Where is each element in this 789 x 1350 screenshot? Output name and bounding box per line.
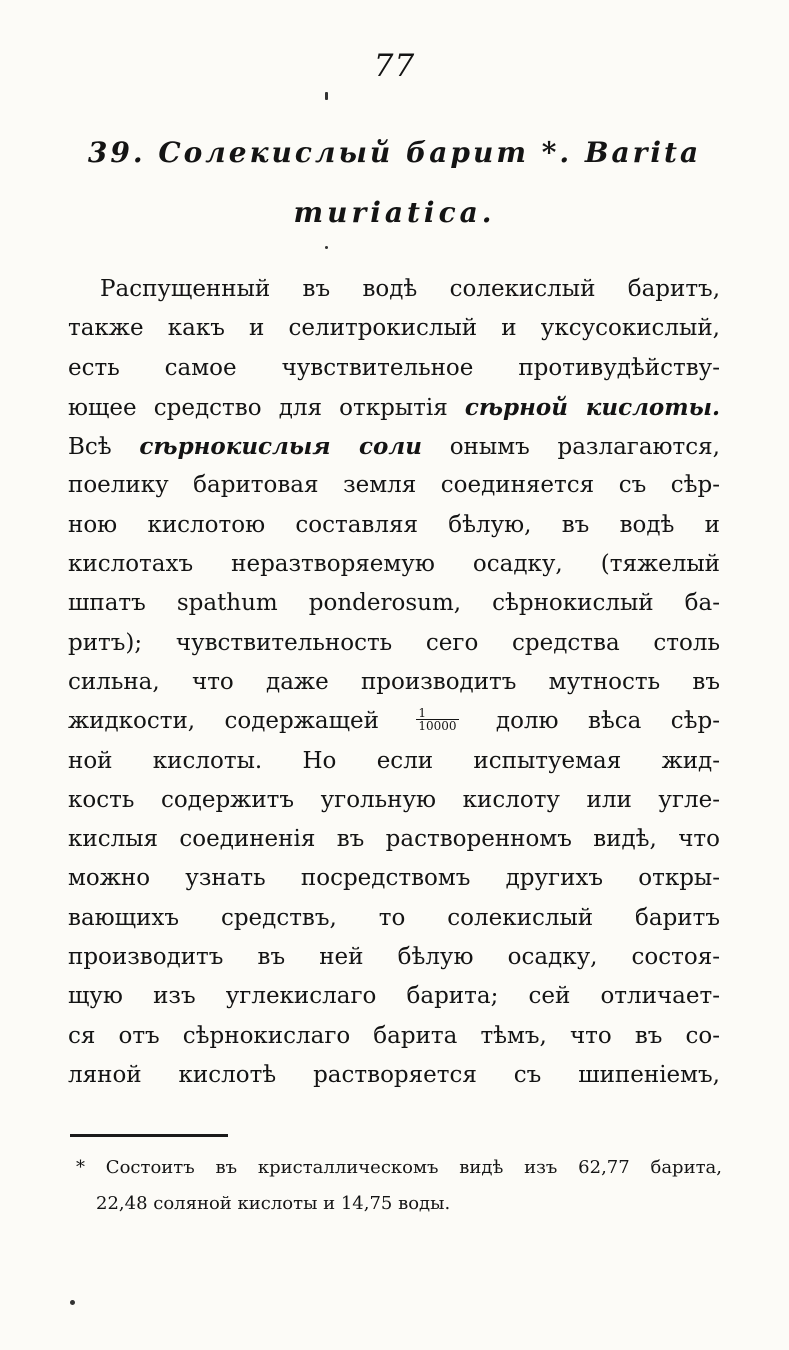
text-line xyxy=(68,702,720,741)
footnote-rule xyxy=(70,1134,228,1137)
text-line xyxy=(68,1017,720,1056)
text-run: онымъ разлагаются, xyxy=(421,434,720,461)
fraction xyxy=(416,707,458,732)
fraction-denominator: 10000 xyxy=(418,718,457,733)
text-line xyxy=(68,977,720,1016)
section-title-line-2: muriatica. xyxy=(293,196,496,229)
scan-speck xyxy=(325,246,328,249)
text-run: Всѣ xyxy=(68,434,140,461)
text-line xyxy=(68,506,720,545)
text-run: поелику баритовая земля соединяется съ сѣр- xyxy=(68,472,720,499)
text-run: ною кислотою составляя бѣлую, въ водѣ и xyxy=(68,511,720,538)
footnote-line-2: 22,48 соляной кислоты и 14,75 воды. xyxy=(96,1193,451,1214)
scan-speck xyxy=(325,92,328,100)
text-run: ритъ); чувствительность сего средства столь xyxy=(68,629,720,656)
scan-speck xyxy=(70,1300,75,1305)
text-run: Распущенный въ водѣ солекислый баритъ, xyxy=(100,276,720,302)
text-line xyxy=(68,388,720,427)
text-run: щую изъ углекислаго барита; сей отличает- xyxy=(68,983,720,1010)
text-line xyxy=(68,820,720,859)
text-run: сильна, что даже производитъ мутность въ xyxy=(68,668,720,695)
text-line xyxy=(68,427,720,466)
page-number: 77 xyxy=(373,48,416,84)
text-run: ющее средство для открытія xyxy=(68,394,465,421)
text-line xyxy=(68,349,720,388)
text-run: долю вѣса сѣр- xyxy=(466,708,720,735)
section-title-line-1: 39. Солекислый барит *. Barita xyxy=(87,136,702,169)
text-line xyxy=(68,309,720,348)
footnote-line-1: * Состоитъ въ кристаллическомъ видѣ изъ 62,77 барита, xyxy=(76,1157,722,1178)
text-run: ляной кислотѣ растворяется съ шипеніемъ, xyxy=(68,1061,720,1088)
italic-term: сѣрнокислыя соли xyxy=(139,433,422,461)
text-line xyxy=(68,584,720,623)
text-run: вающихъ средствъ, то солекислый баритъ xyxy=(68,904,720,931)
text-line xyxy=(68,859,720,898)
fraction-numerator: 1 xyxy=(416,707,458,720)
body-text xyxy=(68,270,720,1095)
text-line xyxy=(68,938,720,977)
text-run: кислыя соединенія въ растворенномъ видѣ, что xyxy=(68,826,720,853)
text-run: кислотахъ неразтворяемую осадку, (тяжелый xyxy=(68,551,720,578)
text-run: жидкости, содержащей xyxy=(68,708,409,735)
text-line xyxy=(68,781,720,820)
text-run: производитъ въ ней бѣлую осадку, состоя- xyxy=(68,944,720,971)
text-line xyxy=(68,742,720,781)
text-run: также какъ и селитрокислый и уксусокислый, xyxy=(68,315,720,342)
italic-term: сѣрной кислоты. xyxy=(464,393,720,421)
text-run: ся отъ сѣрнокислаго барита тѣмъ, что въ со- xyxy=(68,1022,720,1049)
text-line xyxy=(68,624,720,663)
text-line xyxy=(68,545,720,584)
text-line xyxy=(68,1056,720,1095)
text-run: можно узнать посредствомъ другихъ откры- xyxy=(68,865,720,892)
text-line xyxy=(68,466,720,505)
text-run: кость содержитъ угольную кислоту или угле- xyxy=(68,786,720,813)
footnote xyxy=(76,1150,722,1222)
text-run: ной кислоты. Но если испытуемая жид- xyxy=(68,747,720,774)
text-line xyxy=(68,270,720,309)
text-run: есть самое чувствительное противудѣйству- xyxy=(68,354,720,381)
text-run: шпатъ spathum ponderosum, сѣрнокислый ба- xyxy=(68,590,720,617)
text-line xyxy=(68,899,720,938)
text-line xyxy=(68,663,720,702)
